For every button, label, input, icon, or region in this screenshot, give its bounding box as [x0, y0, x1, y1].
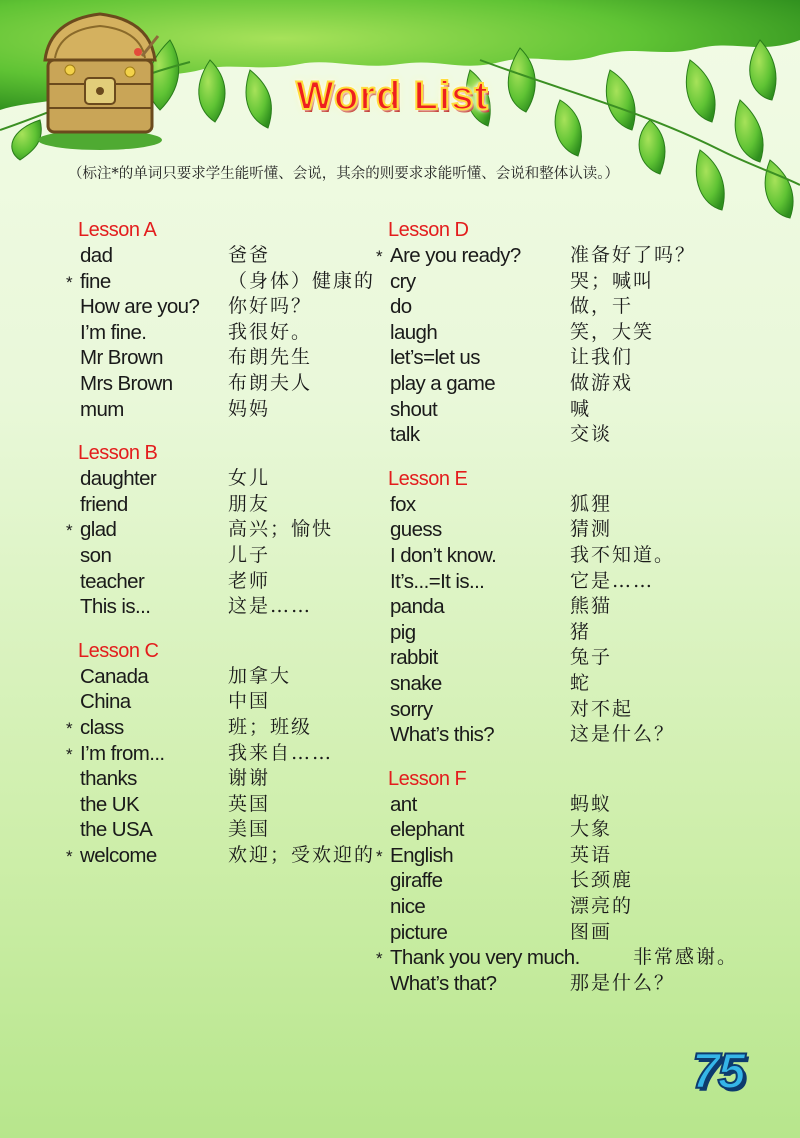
word-entry — [66, 741, 388, 767]
english-term: fox — [390, 492, 416, 516]
chinese-meaning: 兔子 — [570, 646, 613, 669]
chinese-meaning: 非常感谢。 — [633, 946, 739, 969]
chinese-meaning: 我不知道。 — [570, 543, 676, 566]
english-term: I’m from... — [80, 741, 165, 765]
chinese-meaning: 中国 — [228, 690, 271, 713]
word-entry — [78, 371, 388, 397]
star-marker: * — [66, 521, 73, 541]
english-term: nice — [390, 895, 426, 919]
lesson-heading: Lesson B — [78, 442, 158, 465]
word-entry — [388, 817, 768, 843]
word-entry — [66, 517, 388, 543]
chinese-meaning: 欢迎；受欢迎的 — [228, 843, 376, 866]
chinese-meaning: 这是什么？ — [570, 723, 676, 746]
english-term: What’s that? — [390, 971, 497, 995]
lesson-heading: Lesson F — [388, 767, 467, 790]
english-term: English — [390, 843, 454, 867]
word-entry — [388, 345, 768, 371]
word-entry — [388, 868, 768, 894]
word-entry — [78, 543, 388, 569]
english-term: ant — [390, 792, 417, 816]
lesson-section — [376, 218, 768, 448]
word-entry — [78, 243, 388, 269]
english-term: What’s this? — [390, 723, 495, 747]
star-marker: * — [66, 744, 73, 764]
chinese-meaning: 加拿大 — [228, 664, 292, 687]
chinese-meaning: 它是…… — [570, 569, 655, 592]
english-term: thanks — [80, 767, 137, 791]
english-term: play a game — [390, 371, 496, 395]
word-entry — [78, 689, 388, 715]
chinese-meaning: 布朗先生 — [228, 346, 313, 369]
english-term: snake — [390, 671, 442, 695]
word-entry — [388, 894, 768, 920]
lesson-section — [66, 639, 388, 869]
lesson-section — [66, 441, 388, 620]
english-term: teacher — [80, 569, 145, 593]
word-entry — [388, 269, 768, 295]
chinese-meaning: 喊 — [570, 397, 592, 420]
english-term: Mr Brown — [80, 346, 163, 370]
chinese-meaning: 布朗夫人 — [228, 371, 313, 394]
english-term: sorry — [390, 697, 433, 721]
word-entry — [388, 792, 768, 818]
word-entry — [388, 517, 768, 543]
chinese-meaning: 那是什么？ — [570, 971, 676, 994]
word-entry — [78, 664, 388, 690]
star-marker: * — [376, 247, 383, 266]
chinese-meaning: 英国 — [228, 792, 271, 815]
english-term: mum — [80, 397, 124, 421]
word-entry — [388, 492, 768, 518]
word-entry — [78, 397, 388, 423]
word-entry — [66, 843, 388, 869]
chinese-meaning: 蚂蚁 — [570, 792, 613, 815]
word-entry — [78, 817, 388, 843]
word-entry — [388, 371, 768, 397]
word-list-right-column — [376, 218, 768, 1015]
english-term: shout — [390, 397, 438, 421]
chinese-meaning: 猜测 — [570, 518, 613, 541]
chinese-meaning: 爸爸 — [228, 244, 271, 266]
english-term: panda — [390, 595, 445, 619]
chinese-meaning: 准备好了吗？ — [570, 244, 697, 266]
word-entry — [78, 792, 388, 818]
word-entry — [376, 243, 768, 269]
word-entry — [66, 715, 388, 741]
word-entry — [78, 345, 388, 371]
lesson-section — [388, 467, 768, 748]
english-term: Thank you very much. — [390, 946, 580, 970]
chinese-meaning: 蛇 — [570, 671, 592, 694]
word-entry — [78, 492, 388, 518]
english-term: Mrs Brown — [80, 371, 173, 395]
english-term: Are you ready? — [390, 244, 521, 267]
chinese-meaning: 图画 — [570, 920, 613, 943]
word-entry — [78, 594, 388, 620]
word-entry — [388, 920, 768, 946]
star-marker: * — [376, 949, 383, 969]
word-entry — [78, 569, 388, 595]
treasure-chest-icon — [30, 0, 170, 150]
lesson-heading: Lesson E — [388, 467, 468, 490]
chinese-meaning: 英语 — [570, 843, 613, 866]
english-term: do — [390, 295, 412, 319]
word-entry — [78, 466, 388, 492]
english-term: picture — [390, 920, 448, 944]
lesson-heading: Lesson C — [78, 639, 159, 662]
chinese-meaning: 漂亮的 — [570, 895, 634, 918]
english-term: the UK — [80, 792, 140, 816]
english-term: talk — [390, 423, 420, 447]
word-entry — [78, 320, 388, 346]
chinese-meaning: 猪 — [570, 620, 592, 643]
lesson-heading: Lesson A — [78, 219, 157, 241]
english-term: laugh — [390, 320, 438, 344]
word-entry — [376, 945, 768, 971]
chinese-meaning: 交谈 — [570, 423, 613, 446]
english-term: This is... — [80, 595, 151, 619]
english-term: How are you? — [80, 295, 200, 319]
word-entry — [78, 766, 388, 792]
chinese-meaning: 妈妈 — [228, 397, 271, 420]
english-term: rabbit — [390, 646, 438, 670]
word-entry — [388, 697, 768, 723]
english-term: cry — [390, 269, 416, 293]
lesson-section — [66, 218, 388, 422]
english-term: glad — [80, 518, 117, 542]
page-number: 75 — [692, 1043, 744, 1099]
english-term: pig — [390, 620, 416, 644]
english-term: fine — [80, 269, 111, 293]
word-entry — [388, 645, 768, 671]
chinese-meaning: 女儿 — [228, 467, 271, 490]
english-term: China — [80, 690, 131, 714]
english-term: I don’t know. — [390, 543, 497, 567]
word-entry — [66, 269, 388, 295]
chinese-meaning: 儿子 — [228, 543, 271, 566]
english-term: let’s=let us — [390, 346, 480, 370]
chinese-meaning: 我来自…… — [228, 741, 334, 764]
english-term: giraffe — [390, 869, 443, 893]
english-term: friend — [80, 492, 128, 516]
word-list-left-column — [66, 218, 388, 887]
word-entry — [388, 569, 768, 595]
word-entry — [388, 671, 768, 697]
chinese-meaning: 对不起 — [570, 697, 634, 720]
chinese-meaning: 熊猫 — [570, 595, 613, 618]
english-term: It’s...=It is... — [390, 569, 485, 593]
chinese-meaning: 让我们 — [570, 346, 634, 369]
chinese-meaning: 做，干 — [570, 295, 634, 318]
word-entry — [388, 320, 768, 346]
english-term: daughter — [80, 467, 157, 491]
chinese-meaning: 老师 — [228, 569, 271, 592]
chinese-meaning: 做游戏 — [570, 371, 634, 394]
word-entry — [78, 294, 388, 320]
word-entry — [388, 722, 768, 748]
chinese-meaning: 哭；喊叫 — [570, 269, 655, 292]
word-entry — [388, 397, 768, 423]
star-marker: * — [376, 846, 383, 866]
chinese-meaning: 班；班级 — [228, 715, 313, 738]
english-term: dad — [80, 244, 113, 267]
english-term: class — [80, 715, 124, 739]
english-term: son — [80, 543, 112, 567]
star-marker: * — [66, 846, 73, 866]
chinese-meaning: 朋友 — [228, 492, 271, 515]
chinese-meaning: 这是…… — [228, 595, 313, 618]
word-entry — [388, 620, 768, 646]
word-entry — [388, 543, 768, 569]
english-term: elephant — [390, 818, 464, 842]
chinese-meaning: 美国 — [228, 818, 271, 841]
word-entry — [388, 294, 768, 320]
word-entry — [388, 971, 768, 997]
lesson-section — [376, 767, 768, 997]
chinese-meaning: 高兴；愉快 — [228, 518, 334, 541]
chinese-meaning: 谢谢 — [228, 767, 271, 790]
chinese-meaning: （身体）健康的 — [228, 269, 376, 292]
english-term: Canada — [80, 664, 149, 688]
english-term: I’m fine. — [80, 320, 147, 344]
page-title: Word List — [296, 74, 489, 118]
star-marker: * — [66, 272, 73, 292]
chinese-meaning: 狐狸 — [570, 492, 613, 515]
word-entry — [388, 422, 768, 448]
chinese-meaning: 长颈鹿 — [570, 869, 634, 892]
chinese-meaning: 大象 — [570, 818, 613, 841]
chinese-meaning: 你好吗？ — [228, 295, 313, 318]
english-term: welcome — [80, 843, 157, 867]
word-entry — [376, 843, 768, 869]
english-term: guess — [390, 518, 442, 542]
lesson-heading: Lesson D — [388, 219, 469, 241]
word-entry — [388, 594, 768, 620]
star-marker: * — [66, 718, 73, 738]
instruction-note: （标注*的单词只要求学生能听懂、会说，其余的则要求求能听懂、会说和整体认读。） — [68, 166, 619, 182]
english-term: the USA — [80, 818, 153, 842]
chinese-meaning: 我很好。 — [228, 320, 313, 343]
chinese-meaning: 笑，大笑 — [570, 320, 655, 343]
